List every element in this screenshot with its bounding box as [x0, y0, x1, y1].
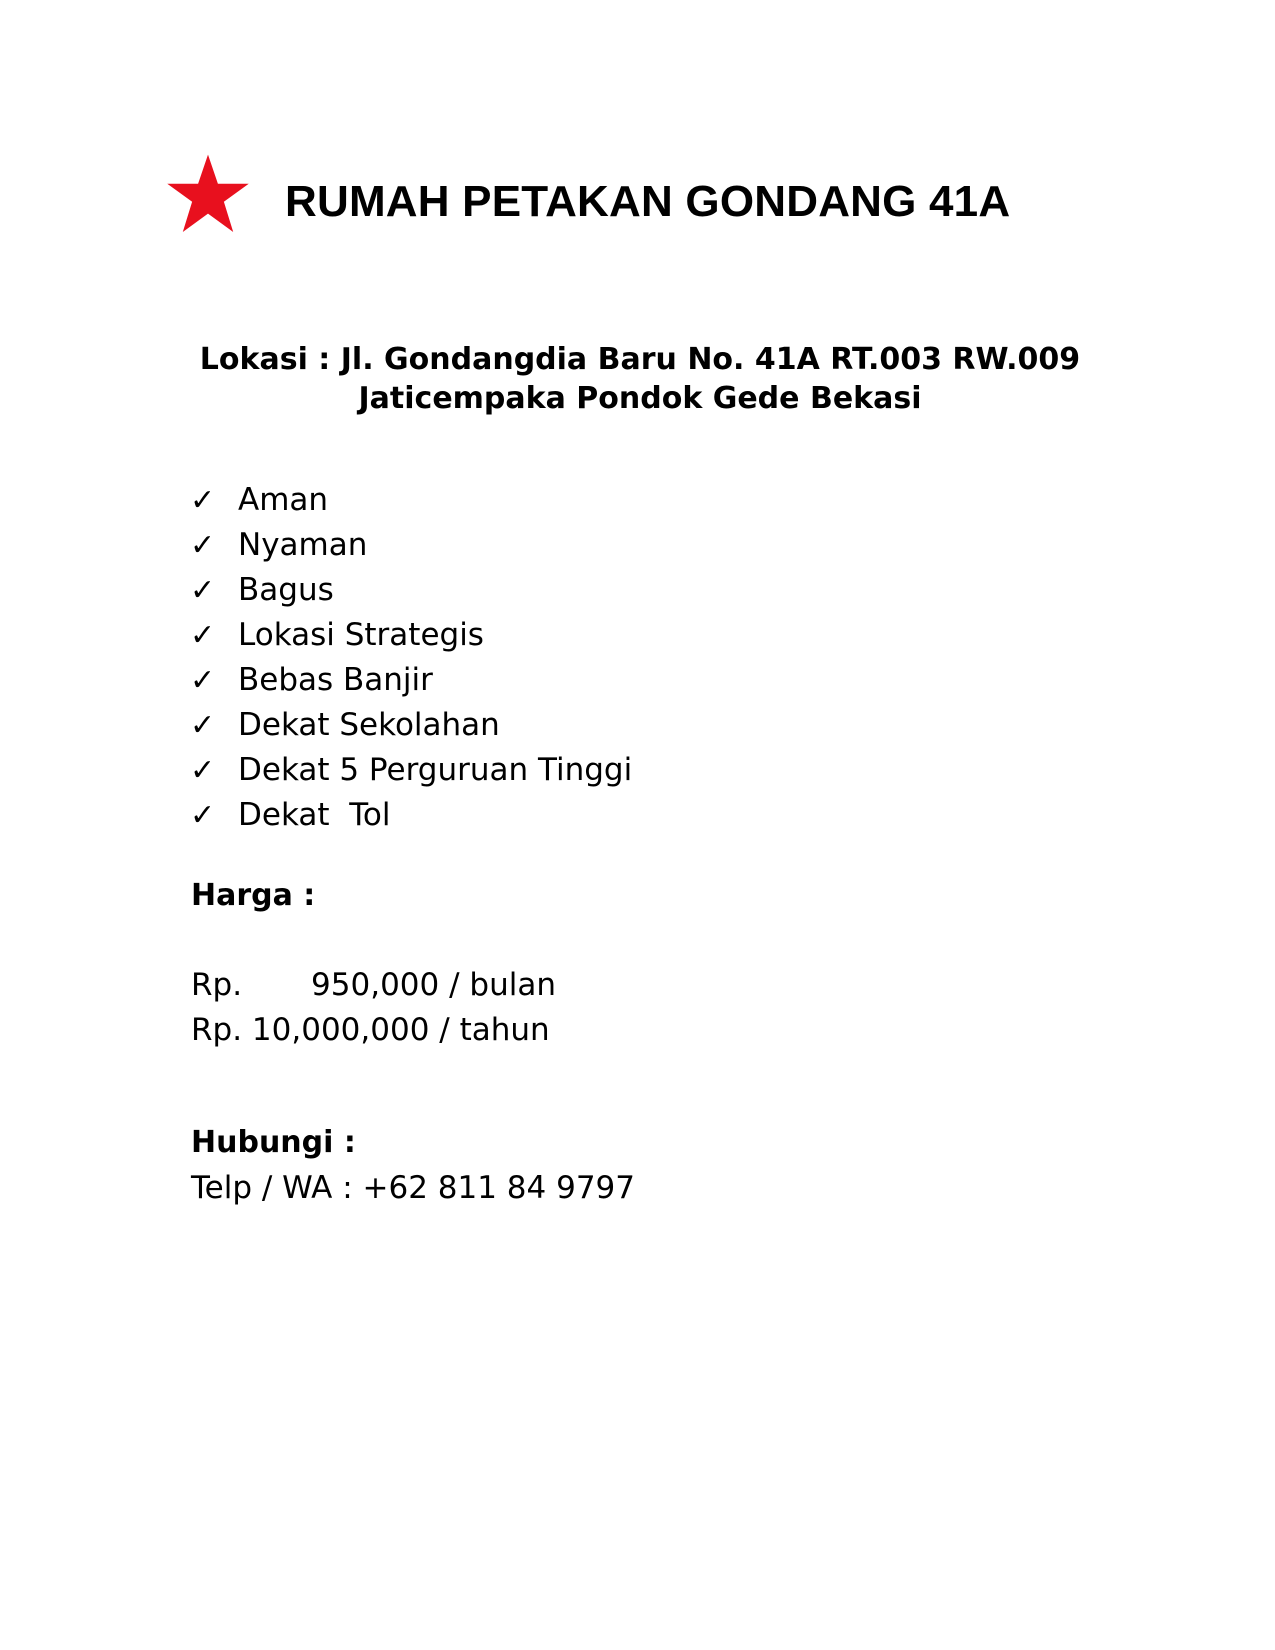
feature-item — [190, 613, 632, 658]
feature-label: Dekat 5 Perguruan Tinggi — [238, 752, 633, 788]
feature-label: Bagus — [238, 572, 334, 608]
feature-list — [190, 478, 632, 838]
checkmark-icon: ✓ — [190, 483, 216, 518]
checkmark-icon: ✓ — [190, 798, 216, 833]
feature-label: Bebas Banjir — [238, 662, 433, 698]
feature-item — [190, 523, 632, 568]
checkmark-icon: ✓ — [190, 663, 216, 698]
feature-item — [190, 568, 632, 613]
feature-item — [190, 748, 632, 793]
contact-heading: Hubungi : — [191, 1125, 356, 1160]
checkmark-icon: ✓ — [190, 618, 216, 653]
location-line-2: Jaticempaka Pondok Gede Bekasi — [358, 381, 922, 416]
feature-label: Nyaman — [238, 527, 368, 563]
checkmark-icon: ✓ — [190, 708, 216, 743]
feature-label: Dekat Tol — [238, 797, 391, 833]
price-heading: Harga : — [191, 878, 316, 913]
location-line-1: Lokasi : Jl. Gondangdia Baru No. 41A RT.003 RW.009 — [199, 342, 1081, 377]
checkmark-icon: ✓ — [190, 753, 216, 788]
yearly-price: Rp. 10,000,000 / tahun — [191, 1012, 550, 1048]
feature-item — [190, 793, 632, 838]
monthly-price: Rp. 950,000 / bulan — [191, 967, 556, 1003]
contact-phone: Telp / WA : +62 811 84 9797 — [191, 1170, 635, 1206]
feature-label: Lokasi Strategis — [238, 617, 484, 653]
checkmark-icon: ✓ — [190, 528, 216, 563]
feature-label: Aman — [238, 482, 329, 518]
star-shape — [167, 155, 248, 232]
star-icon — [166, 153, 250, 237]
checkmark-icon: ✓ — [190, 573, 216, 608]
feature-item — [190, 703, 632, 748]
feature-label: Dekat Sekolahan — [238, 707, 500, 743]
feature-item — [190, 478, 632, 523]
page-title: RUMAH PETAKAN GONDANG 41A — [285, 177, 1011, 226]
feature-item — [190, 658, 632, 703]
